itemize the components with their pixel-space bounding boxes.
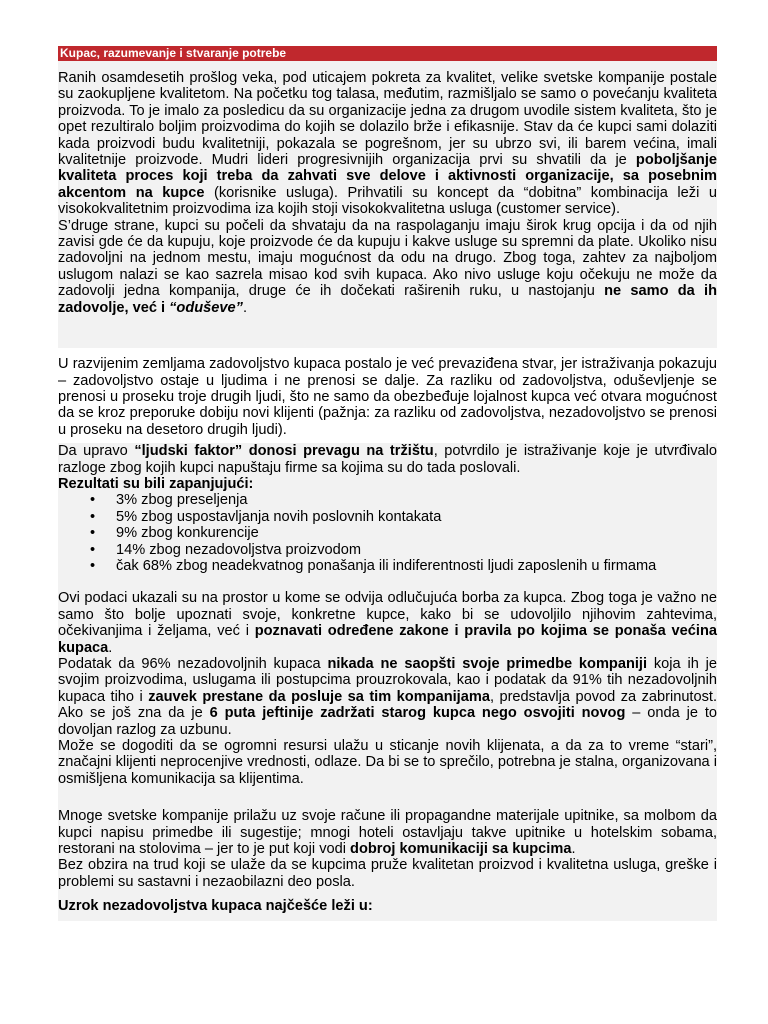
results-heading: Rezultati su bili zapanjujući: [58,475,254,492]
emphasis: “ljudski faktor” donosi prevagu na tržištu [134,443,434,460]
emphasis: ne samo da ih zadovolje, već i [58,283,717,316]
paragraph-resources: Može se dogoditi da se ogromni resursi ulažu u sticanje novih klijenata, a da za to vreme “stari”, značajni klijenti neprocenjive vrednosti, odlaze. Da bi se to sprečilo, potrebna je stalna, organizovana i osmišljena komunikacija sa klijentima. [58,738,717,787]
paragraph-satisfaction: U razvijenim zemljama zadovoljstvo kupaca postalo je već prevaziđena stvar, jer istraživanja pokazuju – zadovoljstvo ostaje u ljudima i ne prenosi se dalje. Za razliku od zadovoljstva, oduševljenje se prenosi u proseku troje drugih ljudi, što ne samo da obezbeđuje lojalnost kupca već otvara mogućnost da se kroz preporuke dobiju novi klijenti (pažnja: za razliku od zadovoljstva, nezadovoljstvo se prenosi u proseku na desetoro drugih ljudi). [58,356,717,438]
closing-heading: Uzrok nezadovoljstva kupaca najčešće leži u: [58,898,373,915]
list-item: • 3% zbog preseljenja [90,492,717,508]
document-body [58,46,717,921]
paragraph-options: S’druge strane, kupci su počeli da shvataju da na raspolaganju imaju širok krug opcija i da od njih zavisi gde će da kupuju, koje proizvode će da kupuju i kakve usluge su spremni da plate. Ukoliko nisu zadovoljni na jednom mestu, imaju mogućnost da odu na drugo. Zbog toga, zahtev za najboljom uslugom nalazi se kao sazrela misao kod svih kupaca. Ako nivo usluge koju očekuju ne može da zadovolji jedna kompanija, druge će ih dočekati raširenih ruku, u nastojanju ne samo da ih zadovolje, već i “oduševe”. [58,217,717,316]
emphasis: dobroj komunikaciji sa kupcima [350,841,572,858]
section-title: Kupac, razumevanje i stvaranje potrebe [58,46,717,61]
shaded-block [58,443,717,921]
list-item: • čak 68% zbog neadekvatnog ponašanja ili indiferentnosti ljudi zaposlenih u firmama [90,558,717,574]
list-item: • 14% zbog nezadovoljstva proizvodom [90,542,717,558]
list-item: • 5% zbog uspostavljanja novih poslovnih kontakata [90,509,717,525]
emphasis: poboljšanje kvaliteta proces koji treba da zahvati sve delove i aktivnosti organizacije, sa posebnim akcentom na kupce [58,152,717,201]
spacer [58,574,717,590]
emphasis: zauvek prestane da posluje sa tim kompanijama [148,688,490,705]
paragraph-statistics: Podatak da 96% nezadovoljnih kupaca nikada ne saopšti svoje primedbe kompaniji koja ih je svojim proizvodima, uslugama ili postupcima prouzrokovala, kao i podatak da 91% tih nezadovoljnih kupaca tiho i zauvek prestane da posluje sa tim kompanijama, predstavlja povod za zabrinutost. Ako se još zna da je 6 puta jeftinije zadržati starog kupca nego osvojiti novog – onda je to dovoljan razlog za uzbunu. [58,656,718,738]
emphasis: poznavati određene zakone i pravila po kojima se ponaša većina kupaca [58,623,717,656]
paragraph-errors: Bez obzira na trud koji se ulaže da se kupcima pruže kvalitetan proizvod i kvalitetna usluga, greške i problemi su sastavni i nezaobilazni deo posla. [58,857,717,890]
paragraph-human-factor: Da upravo “ljudski faktor” donosi prevagu na tržištu, potvrdilo je istraživanje koje je utvrđivalo razloge zbog kojih kupci napuštaju firme sa kojima su do tada poslovali. [58,443,717,476]
shaded-block [58,61,717,348]
paragraph-questionnaires: Mnoge svetske kompanije prilažu uz svoje račune ili propagandne materijale upitnike, sa molbom da kupci napisu primedbe ili sugestije; mnogi hoteli ostavljaju takve upitnike u hotelskim sobama, restorani na stolovima – jer to je put koji vodi dobroj komunikaciji sa kupcima. [58,808,717,858]
results-list [58,492,717,574]
spacer [58,316,717,348]
list-item: • 9% zbog konkurencije [90,525,717,541]
paragraph-intro: Ranih osamdesetih prošlog veka, pod uticajem pokreta za kvalitet, velike svetske kompanije postale su zaokupljene kvalitetom. Na početku tog talasa, međutim, razmišljalo se samo o povećanju kvaliteta proizvoda. To je imalo za posledicu da su organizacije jedna za drugom uvodile sistem kvaliteta, što je opet rezultiralo boljim proizvodima do kojih se dolazilo brže i efikasnije. Stav da će kupci sami dolaziti kada proizvodi budu kvalitetniji, pokazala se pogrešnom, jer su ubrzo svi, ili barem većina, imali kvalitetnije proizvode. Mudri lideri progresivnijih organizacija prvi su shvatili da je poboljšanje kvaliteta proces koji treba da zahvati sve delove i aktivnosti organizacije, sa posebnim akcentom na kupce (korisnike usluga). Prihvatili su koncept da “dobitna” kombinacija leži u visokokvalitetnim proizvodima iza kojih stoji visokokvalitetna usluga (customer service). [58,70,717,218]
paragraph-battle: Ovi podaci ukazali su na prostor u kome se odvija odlučujuća borba za kupca. Zbog toga je važno ne samo što bolje upoznati svoje, konkretne kupce, kako bi se udovoljilo njihovim zahtevima, očekivanjima i željama, već i poznavati određene zakone i pravila po kojima se ponaša većina kupaca. [58,590,717,656]
emphasis: nikada ne saopšti svoje primedbe kompaniji [327,656,648,672]
emphasis: 6 puta jeftinije zadržati starog kupca nego osvojiti novog [209,705,626,722]
spacer [58,787,717,803]
emphasis-italic: “oduševe” [169,299,243,316]
